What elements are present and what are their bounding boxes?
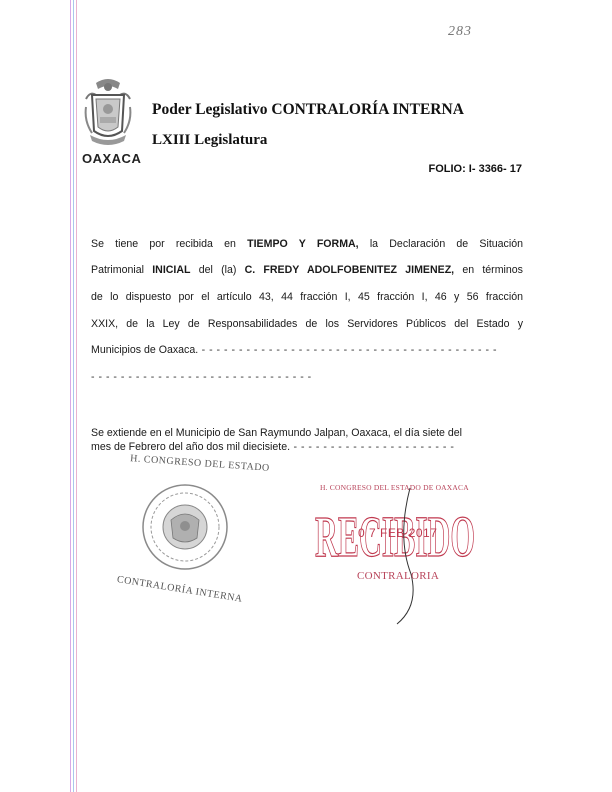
page-number: 283 (448, 24, 472, 39)
margin-line-2 (73, 0, 74, 792)
stamp-date: 0 7 FEB 2017 (358, 526, 438, 540)
folio-number: FOLIO: I- 3366- 17 (428, 163, 522, 175)
stamp-main-word: RECIBIDO (315, 504, 475, 569)
received-stamp (315, 478, 485, 628)
logo-text: OAXACA (82, 151, 142, 166)
stamp-top-text: H. CONGRESO DEL ESTADO DE OAXACA (320, 483, 469, 492)
margin-line-3 (76, 0, 77, 792)
paragraph-1-line-3: de lo dispuesto por el artículo 43, 44 fracción I, 45 fracción I, 46 y 56 fracción (91, 291, 523, 303)
header-line-1: Poder Legislativo CONTRALORÍA INTERNA (152, 101, 464, 118)
paragraph-2-line-2: mes de Febrero del año dos mil diecisiete. - - - - - - - - - - - - - - - - - - - - - - (91, 441, 455, 453)
margin-line-1 (70, 0, 71, 792)
header-line-2: LXIII Legislatura (152, 132, 268, 148)
paragraph-1-line-1: Se tiene por recibida en TIEMPO Y FORMA, la Declaración de Situación (91, 238, 523, 250)
paragraph-1-line-2: Patrimonial INICIAL del (la) C. FREDY ADOLFOBENITEZ JIMENEZ, en términos (91, 264, 523, 276)
seal-top-text: H. CONGRESO DEL ESTADO (129, 453, 271, 474)
seal-bottom-text: CONTRALORÍA INTERNA (116, 574, 244, 605)
oaxaca-crest-icon (82, 77, 134, 155)
stamp-bottom-text: CONTRALORIA (357, 570, 440, 582)
paragraph-2-line-1: Se extiende en el Municipio de San Raymundo Jalpan, Oaxaca, el día siete del (91, 427, 463, 439)
paragraph-1-line-6: - - - - - - - - - - - - - - - - - - - - - - - - - - - - - - (91, 371, 312, 383)
paragraph-1-line-5: Municipios de Oaxaca. - - - - - - - - - - - - - - - - - - - - - - - - - - - - - - - - - - - - - - - - (91, 344, 498, 356)
paragraph-1-line-4: XXIX, de la Ley de Responsabilidades de los Servidores Públicos del Estado y (91, 318, 523, 330)
